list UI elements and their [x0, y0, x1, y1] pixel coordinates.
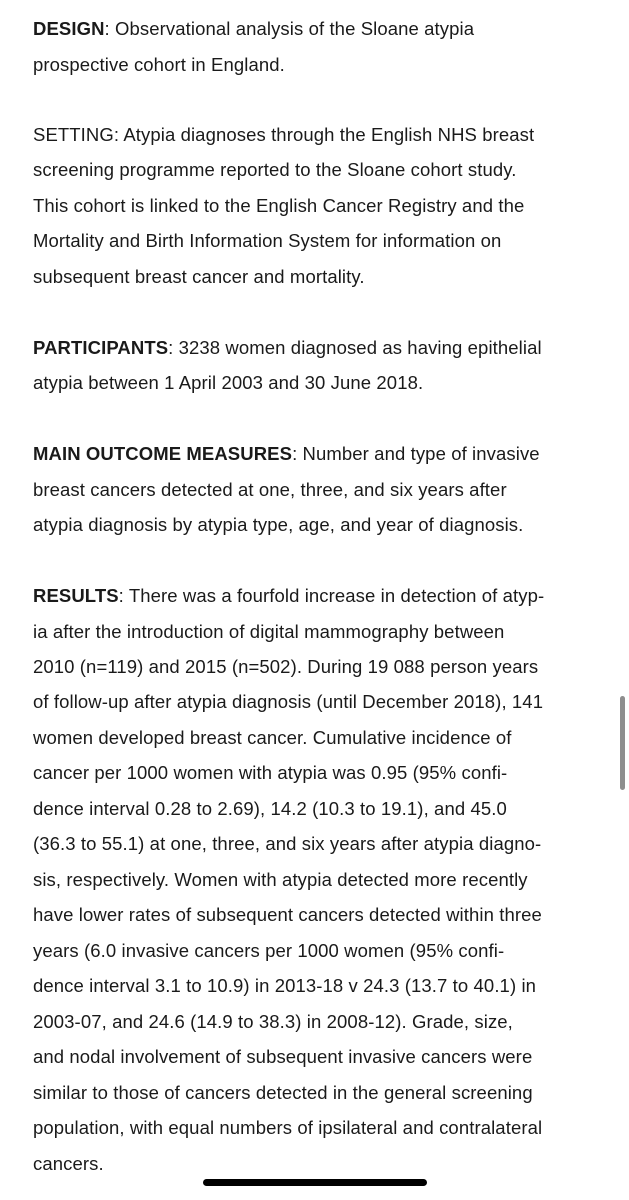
main-outcome-line-1	[33, 443, 540, 465]
results-line-2: ia after the introduction of digital mammography between	[33, 621, 505, 642]
results-line-16: population, with equal numbers of ipsilateral and contralateral	[33, 1117, 543, 1138]
results-heading: RESULTS	[33, 585, 119, 606]
results-line-5: women developed breast cancer. Cumulative incidence of	[33, 727, 512, 748]
results-line-3: 2010 (n=119) and 2015 (n=502). During 19 088 person years	[33, 656, 539, 677]
main-outcome-line-2: breast cancers detected at one, three, and six years after	[33, 479, 507, 500]
home-indicator[interactable]	[203, 1179, 427, 1186]
results-text: : There was a fourfold increase in detection of atyp-	[118, 585, 545, 606]
results-line-9: sis, respectively. Women with atypia detected more recently	[33, 869, 528, 890]
results-line-4: of follow-up after atypia diagnosis (until December 2018), 141	[33, 691, 544, 712]
results-line-11: years (6.0 invasive cancers per 1000 women (95% confi-	[33, 940, 505, 961]
results-line-1	[33, 585, 544, 607]
results-line-10: have lower rates of subsequent cancers detected within three	[33, 904, 542, 925]
main-outcome-line-3: atypia diagnosis by atypia type, age, and year of diagnosis.	[33, 514, 524, 535]
participants-line-2: atypia between 1 April 2003 and 30 June 2018.	[33, 372, 424, 393]
participants-text: : 3238 women diagnosed as having epithelial	[168, 337, 542, 358]
results-line-13: 2003-07, and 24.6 (14.9 to 38.3) in 2008-12). Grade, size,	[33, 1011, 513, 1032]
results-line-14: and nodal involvement of subsequent invasive cancers were	[33, 1046, 533, 1067]
participants-heading: PARTICIPANTS	[33, 337, 169, 358]
participants-line-1	[33, 337, 542, 359]
results-line-12: dence interval 3.1 to 10.9) in 2013-18 v 24.3 (13.7 to 40.1) in	[33, 975, 537, 996]
setting-line-5: subsequent breast cancer and mortality.	[33, 266, 365, 287]
design-text: : Observational analysis of the Sloane atypia	[104, 18, 475, 39]
results-line-7: dence interval 0.28 to 2.69), 14.2 (10.3 to 19.1), and 45.0	[33, 798, 507, 819]
design-line-1	[33, 18, 474, 40]
results-line-15: similar to those of cancers detected in the general screening	[33, 1082, 533, 1103]
results-line-6: cancer per 1000 women with atypia was 0.95 (95% confi-	[33, 762, 508, 783]
setting-line-2: screening programme reported to the Sloane cohort study.	[33, 159, 517, 180]
setting-line-4: Mortality and Birth Information System for information on	[33, 230, 502, 251]
scrollbar[interactable]	[620, 696, 625, 790]
results-line-8: (36.3 to 55.1) at one, three, and six years after atypia diagno-	[33, 833, 542, 854]
main-outcome-heading: MAIN OUTCOME MEASURES	[33, 443, 293, 464]
main-outcome-text: : Number and type of invasive	[292, 443, 540, 464]
setting-line-1: SETTING: Atypia diagnoses through the English NHS breast	[33, 124, 535, 145]
results-line-17: cancers.	[33, 1153, 104, 1174]
design-line-2: prospective cohort in England.	[33, 54, 285, 75]
design-heading: DESIGN	[33, 18, 105, 39]
setting-line-3: This cohort is linked to the English Cancer Registry and the	[33, 195, 525, 216]
